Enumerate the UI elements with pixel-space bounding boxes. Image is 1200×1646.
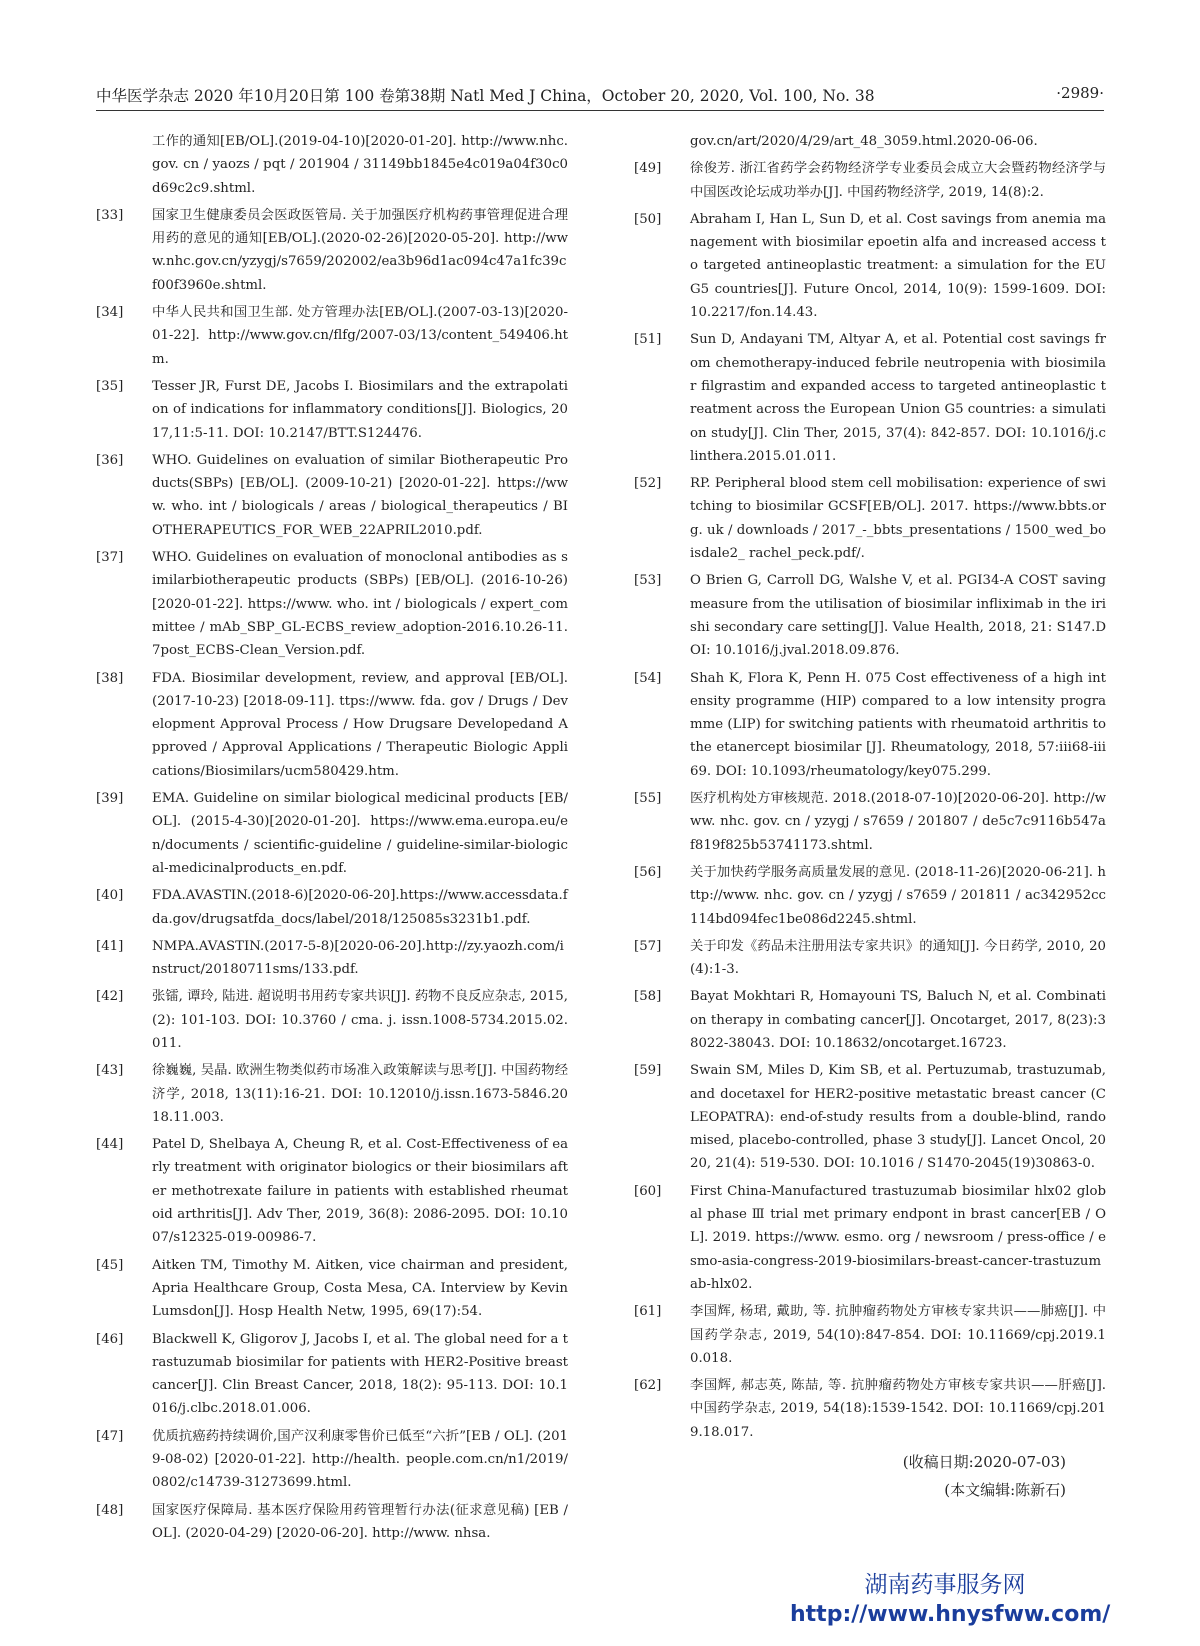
reference-number: [59] — [634, 1063, 662, 1079]
reference-text: RP. Peripheral blood stem cell mobilisation: experience of switching to biosimilar GCSF[EB/OL]. 2017. https://www.bbts.org. uk / downloads / 2017_-_bbts_presentations / 1500_wed_boisdale2_ rachel_peck.pdf/. — [690, 476, 1106, 562]
reference-text: Tesser JR, Furst DE, Jacobs I. Biosimilars and the extrapolation of indications for inflammatory conditions[J]. Biologics, 2017,11:5-11. DOI: 10.2147/BTT.S124476. — [152, 378, 568, 441]
reference-number: [41] — [96, 938, 124, 954]
reference-item — [96, 449, 568, 542]
reference-item — [96, 204, 568, 297]
reference-text: 徐巍巍, 吴晶. 欧洲生物类似药市场准入政策解读与思考[J]. 中国药物经济学, 2018, 13(11):16-21. DOI: 10.12010/j.issn.1673-5846.2018.11.003. — [152, 1063, 568, 1125]
reference-item — [634, 208, 1106, 324]
reference-text: NMPA.AVASTIN.(2017-5-8)[2020-06-20].http://zy.yaozh.com/instruct/20180711sms/133.pdf. — [152, 938, 564, 978]
reference-number: [50] — [634, 211, 662, 227]
reference-text: 关于印发《药品未注册用法专家共识》的通知[J]. 今日药学, 2010, 20(4):1-3. — [690, 938, 1106, 978]
reference-list — [634, 157, 1106, 1444]
reference-text: 国家医疗保障局. 基本医疗保险用药管理暂行办法(征求意见稿) [EB / OL]. (2020-04-29) [2020-06-20]. http://www. nhsa. — [152, 1502, 568, 1541]
reference-number: [51] — [634, 332, 662, 348]
reference-number: [53] — [634, 573, 662, 589]
reference-number: [33] — [96, 207, 124, 223]
reference-number: [56] — [634, 864, 662, 880]
running-header — [96, 80, 1104, 111]
reference-item — [634, 935, 1106, 982]
watermark-url[interactable]: http://www.hnysfww.com/ — [790, 1602, 1111, 1627]
reference-item — [96, 546, 568, 662]
reference-text: 李国辉, 杨珺, 戴助, 等. 抗肿瘤药物处方审核专家共识——肺癌[J]. 中国药学杂志, 2019, 54(10):847-854. DOI: 10.11669/cpj.2019.10.018. — [690, 1304, 1106, 1366]
reference-text: 李国辉, 郝志英, 陈喆, 等. 抗肿瘤药物处方审核专家共识——肝癌[J]. 中国药学杂志, 2019, 54(18):1539-1542. DOI: 10.11669/cpj.2019.18.017. — [690, 1378, 1106, 1440]
reference-text: 国家卫生健康委员会医政医管局. 关于加强医疗机构药事管理促进合理用药的意见的通知[EB/OL].(2020-02-26)[2020-05-20]. http://www.nhc.gov.cn/yzygj/s7659/202002/ea3b96d1ac094c47a1fc39cf00f3960e.shtml. — [152, 207, 568, 293]
reference-number: [57] — [634, 938, 662, 954]
reference-number: [44] — [96, 1137, 124, 1153]
article-footer — [634, 1448, 1106, 1504]
reference-text: 中华人民共和国卫生部. 处方管理办法[EB/OL].(2007-03-13)[2020-01-22]. http://www.gov.cn/flfg/2007-03/13/content_549406.htm. — [152, 305, 568, 367]
reference-item — [634, 985, 1106, 1055]
reference-item — [634, 1300, 1106, 1370]
reference-text: FDA.AVASTIN.(2018-6)[2020-06-20].https://www.accessdata.fda.gov/drugsatfda_docs/label/2018/125085s3231b1.pdf. — [152, 888, 568, 927]
reference-text: 徐俊芳. 浙江省药学会药物经济学专业委员会成立大会暨药物经济学与中国医改论坛成功举办[J]. 中国药物经济学, 2019, 14(8):2. — [690, 161, 1106, 200]
reference-item — [96, 1254, 568, 1324]
reference-text: Shah K, Flora K, Penn H. 075 Cost effectiveness of a high intensity programme (HIP) compared to a low intensity programme (LIP) for switching patients with rheumatoid arthritis to the etanercept biosimilar [J]. Rheumatology, 2018, 57:iii68-iii69. DOI: 10.1093/rheumatology/key075.299. — [690, 670, 1106, 779]
reference-item — [96, 985, 568, 1055]
reference-item — [634, 1180, 1106, 1296]
reference-number: [54] — [634, 670, 662, 686]
reference-text: WHO. Guidelines on evaluation of similar Biotherapeutic Products(SBPs) [EB/OL]. (2009-10-21) [2020-01-22]. https://www. who. int / biologicals / areas / biological_therapeutics / BIOTHERAPEUTICS_FOR_WEB_22APRIL2010.pdf. — [152, 452, 568, 538]
reference-text: 医疗机构处方审核规范. 2018.(2018-07-10)[2020-06-20]. http://www. nhc. gov. cn / yzygj / s7659 / 201807 / de5c7c9116b547af819f825b53741173.shtml. — [690, 791, 1106, 853]
reference-number: [62] — [634, 1378, 662, 1394]
reference-item — [96, 375, 568, 445]
watermark-site-name: 湖南药事服务网 — [864, 1572, 1026, 1598]
reference-text: Patel D, Shelbaya A, Cheung R, et al. Cost-Effectiveness of early treatment with originator biologics or their biosimilars after methotrexate failure in patients with established rheumatoid arthritis[J]. Adv Ther, 2019, 36(8): 2086-2095. DOI: 10.1007/s12325-019-00986-7. — [152, 1137, 568, 1246]
reference-number: [52] — [634, 476, 662, 492]
page-number: ·2989· — [1056, 84, 1104, 102]
reference-number: [37] — [96, 550, 124, 566]
reference-item — [634, 787, 1106, 857]
watermark — [790, 1570, 1111, 1630]
reference-item — [96, 787, 568, 880]
journal-citation: 中华医学杂志 2020 年10月20日第 100 卷第38期 Natl Med J China，October 20, 2020, Vol. 100, No. 38 — [96, 87, 875, 105]
reference-number: [58] — [634, 989, 662, 1005]
reference-item — [634, 1374, 1106, 1444]
reference-item — [634, 157, 1106, 204]
reference-text: FDA. Biosimilar development, review, and approval [EB/OL].(2017-10-23) [2018-09-11]. ttps://www. fda. gov / Drugs / Development Approval Process / How Drugsare Developedand Approved / Approval Applications / Therapeutic Biologic Applications/Biosimilars/ucm580429.htm. — [152, 670, 568, 779]
reference-item — [96, 667, 568, 783]
reference-item — [96, 1328, 568, 1421]
reference-number: [39] — [96, 791, 124, 807]
received-date: (收稿日期:2020-07-03) — [902, 1453, 1066, 1472]
reference-item — [634, 667, 1106, 783]
reference-item — [96, 1133, 568, 1249]
reference-text: EMA. Guideline on similar biological medicinal products [EB/OL]. (2015-4-30)[2020-01-20]. https://www.ema.europa.eu/en/documents / scientific-guideline / guideline-similar-biological-medicinalproducts_en.pdf. — [152, 791, 568, 876]
right-column — [634, 130, 1106, 1504]
reference-number: [42] — [96, 989, 124, 1005]
reference-item — [96, 1059, 568, 1129]
reference-item — [96, 1499, 568, 1546]
editor-credit: (本文编辑:陈新石) — [944, 1481, 1066, 1500]
reference-text: Blackwell K, Gligorov J, Jacobs I, et al. The global need for a trastuzumab biosimilar for patients with HER2-Positive breast cancer[J]. Clin Breast Cancer, 2018, 18(2): 95-113. DOI: 10.1016/j.clbc.2018.01.006. — [152, 1331, 568, 1417]
reference-text: Bayat Mokhtari R, Homayouni TS, Baluch N, et al. Combination therapy in combating cancer[J]. Oncotarget, 2017, 8(23):38022-38043. DOI: 10.18632/oncotarget.16723. — [690, 989, 1106, 1051]
reference-text: 优质抗癌药持续调价,国产汉利康零售价已低至“六折”[EB / OL]. (2019-08-02) [2020-01-22]. http://health. people.com.cn/n1/2019/0802/c14739-31273699.html. — [152, 1428, 568, 1491]
reference-number: [61] — [634, 1304, 662, 1320]
reference-text: First China-Manufactured trastuzumab biosimilar hlx02 global phase Ⅲ trial met primary endpont in brast cancer[EB / OL]. 2019. https://www. esmo. org / newsroom / press-office / esmo-asia-congress-2019-biosimilars-breast-cancer-trastuzumab-hlx02. — [690, 1183, 1106, 1292]
reference-item — [634, 861, 1106, 931]
reference-number: [36] — [96, 452, 124, 468]
reference-item — [96, 935, 568, 982]
reference-item — [96, 301, 568, 371]
reference-text: Swain SM, Miles D, Kim SB, et al. Pertuzumab, trastuzumab, and docetaxel for HER2-positive metastatic breast cancer (CLEOPATRA): end-of-study results from a double-blind, randomised, placebo-controlled, phase 3 study[J]. Lancet Oncol, 2020, 21(4): 519-530. DOI: 10.1016 / S1470-2045(19)30863-0. — [690, 1063, 1106, 1172]
reference-number: [46] — [96, 1331, 124, 1347]
reference-list — [96, 204, 568, 1545]
reference-item — [634, 328, 1106, 468]
reference-text: 张镭, 谭玲, 陆进. 超说明书用药专家共识[J]. 药物不良反应杂志, 2015, (2): 101-103. DOI: 10.3760 / cma. j. issn.1008-5734.2015.02.011. — [152, 989, 568, 1051]
reference-text: WHO. Guidelines on evaluation of monoclonal antibodies as similarbiotherapeutic products (SBPs) [EB/OL]. (2016-10-26)[2020-01-22]. https://www. who. int / biologicals / expert_committee / mAb_SBP_GL-ECBS_review_adoption-2016.10.26-11.7post_ECBS-Clean_Version.pdf. — [152, 550, 568, 659]
reference-text: Aitken TM, Timothy M. Aitken, vice chairman and president, Apria Healthcare Group, Costa Mesa, CA. Interview by Kevin Lumsdon[J]. Hosp Health Netw, 1995, 69(17):54. — [152, 1257, 568, 1320]
reference-number: [49] — [634, 161, 662, 177]
reference-number: [43] — [96, 1063, 124, 1079]
reference-continuation: gov.cn/art/2020/4/29/art_48_3059.html.2020-06-06. — [690, 134, 1038, 149]
reference-item — [634, 1059, 1106, 1175]
reference-number: [35] — [96, 378, 124, 394]
reference-number: [34] — [96, 305, 124, 321]
reference-item — [96, 1425, 568, 1495]
reference-number: [40] — [96, 888, 124, 904]
reference-number: [45] — [96, 1257, 124, 1273]
reference-number: [48] — [96, 1502, 124, 1518]
reference-number: [47] — [96, 1428, 124, 1444]
reference-text: Sun D, Andayani TM, Altyar A, et al. Potential cost savings from chemotherapy-induced febrile neutropenia with biosimilar filgrastim and expanded access to targeted antineoplastic treatment across the European Union G5 countries: a simulation study[J]. Clin Ther, 2015, 37(4): 842-857. DOI: 10.1016/j.clinthera.2015.01.011. — [690, 332, 1106, 464]
reference-item — [634, 569, 1106, 662]
reference-text: O Brien G, Carroll DG, Walshe V, et al. PGI34-A COST saving measure from the utilisation of biosimilar infliximab in the irishi secondary care setting[J]. Value Health, 2018, 21: S147.DOI: 10.1016/j.jval.2018.09.876. — [690, 573, 1106, 659]
reference-number: [55] — [634, 791, 662, 807]
reference-text: 关于加快药学服务高质量发展的意见. (2018-11-26)[2020-06-21]. http://www. nhc. gov. cn / yzygj / s7659 / 201811 / ac342952cc114bd094fec1be086d2245.shtml. — [690, 864, 1106, 927]
reference-number: [38] — [96, 670, 124, 686]
reference-item — [96, 884, 568, 931]
reference-number: [60] — [634, 1183, 662, 1199]
reference-continuation: 工作的通知[EB/OL].(2019-04-10)[2020-01-20]. http://www.nhc. gov. cn / yaozs / pqt / 201904 / 31149bb1845e4c019a04f30c0d69c2c9.shtml. — [152, 134, 568, 196]
left-column — [96, 130, 568, 1549]
reference-text: Abraham I, Han L, Sun D, et al. Cost savings from anemia management with biosimilar epoetin alfa and increased access to targeted antineoplastic treatment: a simulation for the EU G5 countries[J]. Future Oncol, 2014, 10(9): 1599-1609. DOI: 10.2217/fon.14.43. — [690, 211, 1106, 321]
reference-item — [634, 472, 1106, 565]
